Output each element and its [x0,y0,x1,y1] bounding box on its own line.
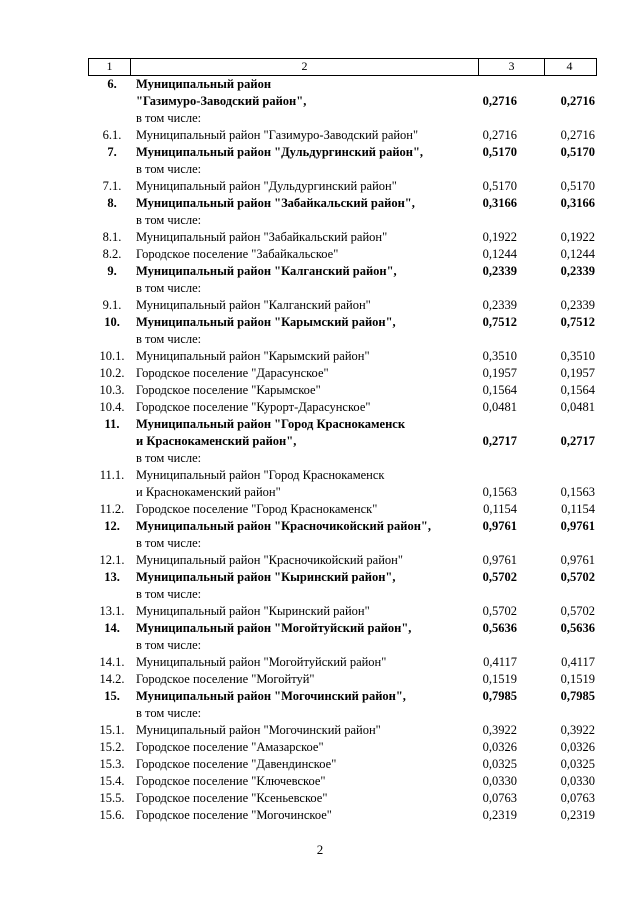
row-number: 6.1. [102,128,122,142]
row-name: Городское поселение "Ключевское" [136,774,326,788]
row-value-col3: 0,3922 [482,723,517,737]
row-value-col3: 0,1244 [482,247,517,261]
row-value-col4: 0,5702 [560,604,595,618]
table-row [0,178,640,195]
row-subtitle: в том числе: [136,451,202,465]
row-number: 14.1. [99,655,125,669]
table-row [0,399,640,416]
row-name: Муниципальный район "Газимуро-Заводский район", [136,77,307,108]
row-value-col3: 0,9761 [482,553,517,567]
row-name: Городское поселение "Могочинское" [136,808,332,822]
row-name: Муниципальный район "Город Краснокаменск и Краснокаменский район", [136,417,406,448]
row-name: Муниципальный район "Могойтуйский район", [136,621,412,635]
row-number: 10.4. [99,400,125,414]
row-value-col4: 0,1154 [561,502,595,516]
row-value-col4: 0,4117 [561,655,595,669]
table-row [0,552,640,569]
row-value-col4: 0,1563 [560,485,595,499]
row-number: 14. [104,621,120,635]
row-name: Муниципальный район "Дульдургинский район", [136,145,424,159]
row-value-col4: 0,5170 [560,145,595,159]
district-total-row [0,195,640,229]
row-name: Муниципальный район "Дульдургинский район" [136,179,397,193]
district-total-row [0,569,640,603]
row-value-col3: 0,3510 [482,349,517,363]
row-name: Городское поселение "Дарасунское" [136,366,329,380]
row-number: 9.1. [102,298,122,312]
row-value-col3: 0,0326 [482,740,517,754]
row-number: 15.4. [99,774,125,788]
row-value-col4: 0,0481 [560,400,595,414]
column-header-3: 3 [479,59,545,75]
table-row [0,382,640,399]
row-value-col4: 0,1519 [560,672,595,686]
table-row [0,807,640,824]
row-value-col3: 0,3166 [482,196,517,210]
row-value-col4: 0,2716 [560,94,595,108]
row-value-col3: 0,7985 [482,689,517,703]
row-value-col3: 0,1922 [482,230,517,244]
district-total-row [0,76,640,127]
row-value-col3: 0,2716 [482,128,517,142]
row-value-col4: 0,9761 [560,553,595,567]
district-total-row [0,688,640,722]
row-value-col4: 0,2717 [560,434,595,448]
row-name: Муниципальный район "Кыринский район", [136,570,396,584]
row-name: Муниципальный район "Красночикойский район" [136,553,403,567]
row-value-col4: 0,2319 [560,808,595,822]
row-name: Городское поселение "Город Краснокаменск" [136,502,378,516]
row-value-col4: 0,2339 [560,264,595,278]
row-value-col3: 0,5702 [482,570,517,584]
row-value-col4: 0,3166 [560,196,595,210]
row-value-col3: 0,0325 [482,757,517,771]
row-name: Городское поселение "Давендинское" [136,757,337,771]
row-value-col4: 0,0326 [560,740,595,754]
row-number: 12.1. [99,553,125,567]
row-name: Муниципальный район "Калганский район" [136,298,371,312]
row-value-col4: 0,0325 [560,757,595,771]
column-header-2: 2 [131,59,479,75]
row-name: Муниципальный район "Забайкальский район", [136,196,415,210]
row-value-col3: 0,2339 [482,264,517,278]
row-number: 15.1. [99,723,125,737]
row-name: Муниципальный район "Могочинский район" [136,723,381,737]
table-row [0,654,640,671]
row-value-col3: 0,1563 [482,485,517,499]
row-subtitle: в том числе: [136,638,202,652]
table-row [0,501,640,518]
table-row [0,297,640,314]
row-value-col4: 0,1244 [560,247,595,261]
row-number: 15. [104,689,120,703]
row-value-col3: 0,0763 [482,791,517,805]
row-value-col4: 0,2339 [560,298,595,312]
row-value-col4: 0,0330 [560,774,595,788]
table-row [0,790,640,807]
row-name: Городское поселение "Забайкальское" [136,247,339,261]
row-value-col3: 0,2339 [482,298,517,312]
row-number: 9. [107,264,117,278]
column-header-row [88,58,597,76]
row-value-col3: 0,9761 [482,519,517,533]
row-number: 6. [107,77,117,91]
row-name: Муниципальный район "Могочинский район", [136,689,406,703]
table-row [0,365,640,382]
row-subtitle: в том числе: [136,587,202,601]
row-number: 15.3. [99,757,125,771]
row-subtitle: в том числе: [136,536,202,550]
row-value-col3: 0,1564 [482,383,517,397]
row-name: Городское поселение "Ксеньевское" [136,791,328,805]
row-value-col4: 0,2716 [560,128,595,142]
row-subtitle: в том числе: [136,706,202,720]
table-row [0,671,640,688]
row-number: 8.1. [102,230,122,244]
row-value-col3: 0,0481 [482,400,517,414]
row-value-col4: 0,5636 [560,621,595,635]
district-total-row [0,416,640,467]
table-row [0,722,640,739]
table-row [0,773,640,790]
row-subtitle: в том числе: [136,162,202,176]
row-name: Муниципальный район "Карымский район" [136,349,370,363]
row-value-col3: 0,5170 [482,145,517,159]
row-number: 8. [107,196,117,210]
row-value-col3: 0,1154 [483,502,517,516]
row-number: 12. [104,519,120,533]
district-total-row [0,518,640,552]
row-value-col4: 0,5170 [560,179,595,193]
row-value-col4: 0,7512 [560,315,595,329]
row-number: 11.2. [99,502,125,516]
column-header-1: 1 [89,59,131,75]
table-body [0,76,640,824]
district-total-row [0,620,640,654]
table-row [0,229,640,246]
row-name: Муниципальный район "Карымский район", [136,315,396,329]
row-value-col3: 0,2716 [482,94,517,108]
row-value-col4: 0,1957 [560,366,595,380]
row-value-col3: 0,0330 [482,774,517,788]
table-row [0,348,640,365]
row-number: 14.2. [99,672,125,686]
row-name: Городское поселение "Карымское" [136,383,321,397]
row-value-col3: 0,5170 [482,179,517,193]
row-name: Муниципальный район "Забайкальский район" [136,230,388,244]
row-name: Муниципальный район "Город Краснокаменск и Краснокаменский район" [136,468,385,499]
row-name: Городское поселение "Могойтуй" [136,672,315,686]
row-value-col3: 0,2717 [482,434,517,448]
row-name: Муниципальный район "Красночикойский район", [136,519,431,533]
table-row [0,467,640,501]
row-subtitle: в том числе: [136,111,202,125]
table-row [0,127,640,144]
row-value-col4: 0,3922 [560,723,595,737]
table-row [0,603,640,620]
row-number: 10.2. [99,366,125,380]
column-header-4: 4 [566,59,573,73]
row-value-col4: 0,3510 [560,349,595,363]
row-number: 8.2. [102,247,122,261]
row-name: Муниципальный район "Калганский район", [136,264,397,278]
row-value-col3: 0,5636 [482,621,517,635]
row-name: Муниципальный район "Могойтуйский район" [136,655,387,669]
page-number: 2 [316,842,324,857]
row-subtitle: в том числе: [136,281,202,295]
row-value-col3: 0,5702 [482,604,517,618]
row-name: Муниципальный район "Газимуро-Заводский район" [136,128,419,142]
row-value-col4: 0,7985 [560,689,595,703]
row-number: 15.6. [99,808,125,822]
row-name: Городское поселение "Курорт-Дарасунское" [136,400,371,414]
row-value-col4: 0,5702 [560,570,595,584]
district-total-row [0,263,640,297]
row-number: 7.1. [102,179,122,193]
row-number: 10. [104,315,120,329]
row-subtitle: в том числе: [136,332,202,346]
row-value-col4: 0,1922 [560,230,595,244]
row-number: 10.1. [99,349,125,363]
row-number: 15.2. [99,740,125,754]
table-row [0,739,640,756]
table-row [0,756,640,773]
row-number: 15.5. [99,791,125,805]
row-value-col4: 0,9761 [560,519,595,533]
row-subtitle: в том числе: [136,213,202,227]
row-number: 11.1. [99,468,125,482]
row-number: 10.3. [99,383,125,397]
district-total-row [0,314,640,348]
row-number: 13. [104,570,120,584]
row-name: Городское поселение "Амазарское" [136,740,324,754]
row-value-col3: 0,2319 [482,808,517,822]
table-row [0,246,640,263]
row-value-col3: 0,1519 [482,672,517,686]
row-name: Муниципальный район "Кыринский район" [136,604,370,618]
row-value-col3: 0,1957 [482,366,517,380]
row-value-col3: 0,7512 [482,315,517,329]
row-value-col4: 0,0763 [560,791,595,805]
row-value-col4: 0,1564 [560,383,595,397]
row-value-col3: 0,4117 [483,655,517,669]
row-number: 11. [104,417,120,431]
district-total-row [0,144,640,178]
row-number: 13.1. [99,604,125,618]
row-number: 7. [107,145,117,159]
